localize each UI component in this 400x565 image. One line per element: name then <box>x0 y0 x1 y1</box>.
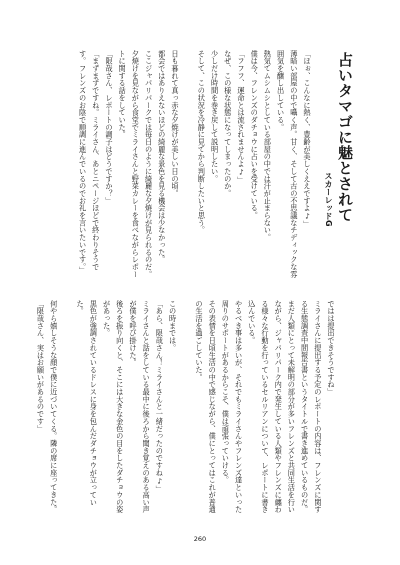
paragraph: ミライさんと話をしている最中に後ろから聞き覚えのある高い声が僕を呼び掛けた。 <box>128 300 152 514</box>
paragraph: ここジャパリパークでは毎日のように綺麗な夕焼けが見られるのだ。 <box>144 50 154 278</box>
paragraph: ミライさんに提出する予定のレポートの内容は、フレンズに関する生態調査中間報告書というタイトルで書き進めているものだ。 <box>300 300 323 514</box>
paragraph: まだ人類にとって未解明の部分が多いフレンズと共同生活を行いながら、ジャパリパーク内で発生している人類やフレンズに纏わる様々な行動を行っているセルリアンについて、レポートに書き込んでいる。 <box>247 300 297 514</box>
paragraph: この時までは。 <box>168 300 178 352</box>
paragraph: 少しだけ時間を巻き戻して説明したい。 <box>210 50 220 183</box>
upper-text-block <box>76 50 314 280</box>
paragraph: 夕焼けを見ながら食堂でミライさんと野菜カレーを食べながらレポートに関する話をしていた。 <box>118 50 141 278</box>
lower-text-block <box>34 300 338 520</box>
paragraph: 「ほぉ、こんなに熱く、豊齢が美しくええですよ♪」 <box>303 50 312 229</box>
paragraph: 熱気てムシムシとしている部屋の中では汗が止まらない。 <box>263 50 273 242</box>
paragraph: 「限哉さん、レポートの調子はどうですか？」 <box>104 50 114 205</box>
paragraph: 「フフフ、運命とは流されませんよ♪」 <box>236 50 246 185</box>
paragraph: ではは提出できそうですね」 <box>327 300 336 396</box>
paragraph: 黒色が強調されているドレスに身を包んだダチョウが立っていた。 <box>76 300 99 506</box>
paragraph <box>180 300 193 520</box>
story-title: 占いタマゴに魅とされて <box>336 52 354 223</box>
paragraph: やるべき事は多いが、それでもミライさんやフレンズ達といった周りのサポートがあるからこそ、僕は頑張っていける。 <box>221 300 244 514</box>
paragraph: 僕は今、フレンズのダチョウに占いを受けている。 <box>250 50 260 220</box>
page-number: 260 <box>193 535 207 543</box>
paragraph <box>61 300 74 520</box>
paragraph <box>182 50 195 280</box>
paragraph: 何やら嬉しそうな顔で僕に近づいてくる。隣の席に座ってきた。 <box>49 300 59 514</box>
paragraph: なぜ、この様な状態になってしまったのか。 <box>223 50 233 197</box>
paragraph: 後ろを振り向くと、そこには大きな金色の目をしたダチョウの姿があった。 <box>102 300 125 514</box>
paragraph: その表情を日頃生活の中で感じながら、僕にとってはこれが普通の生活を過ごしていた。 <box>194 300 218 514</box>
paragraph: 日も暮れて真っ赤な夕焼けが美しい日の頃。 <box>170 50 180 197</box>
author-name: スカーレッドG <box>324 172 333 227</box>
paragraph: 薄暗い部屋の中で囁く声。甘く、そして古の不思議なチディックな雰囲気を醸し出している。 <box>276 50 299 278</box>
paragraph: 「限哉さん、実はお願いがあるのです」 <box>36 300 46 433</box>
paragraph: 都会ではありえないほどの綺麗な景色を見る機会は少なかった。 <box>157 50 167 264</box>
paragraph: 「あら、限哉さん！ミライさんと一緒だったのですね♪」 <box>155 300 165 493</box>
paragraph: そして、この状況を冷静に見てから判断したいと思う。 <box>197 50 207 234</box>
paragraph: 「まずまずですね。ミライさん、あとニページほどで終わりそうです。フレンズのお陰で順調に進んでいるのでお礼を言いたいです。」 <box>78 50 101 275</box>
